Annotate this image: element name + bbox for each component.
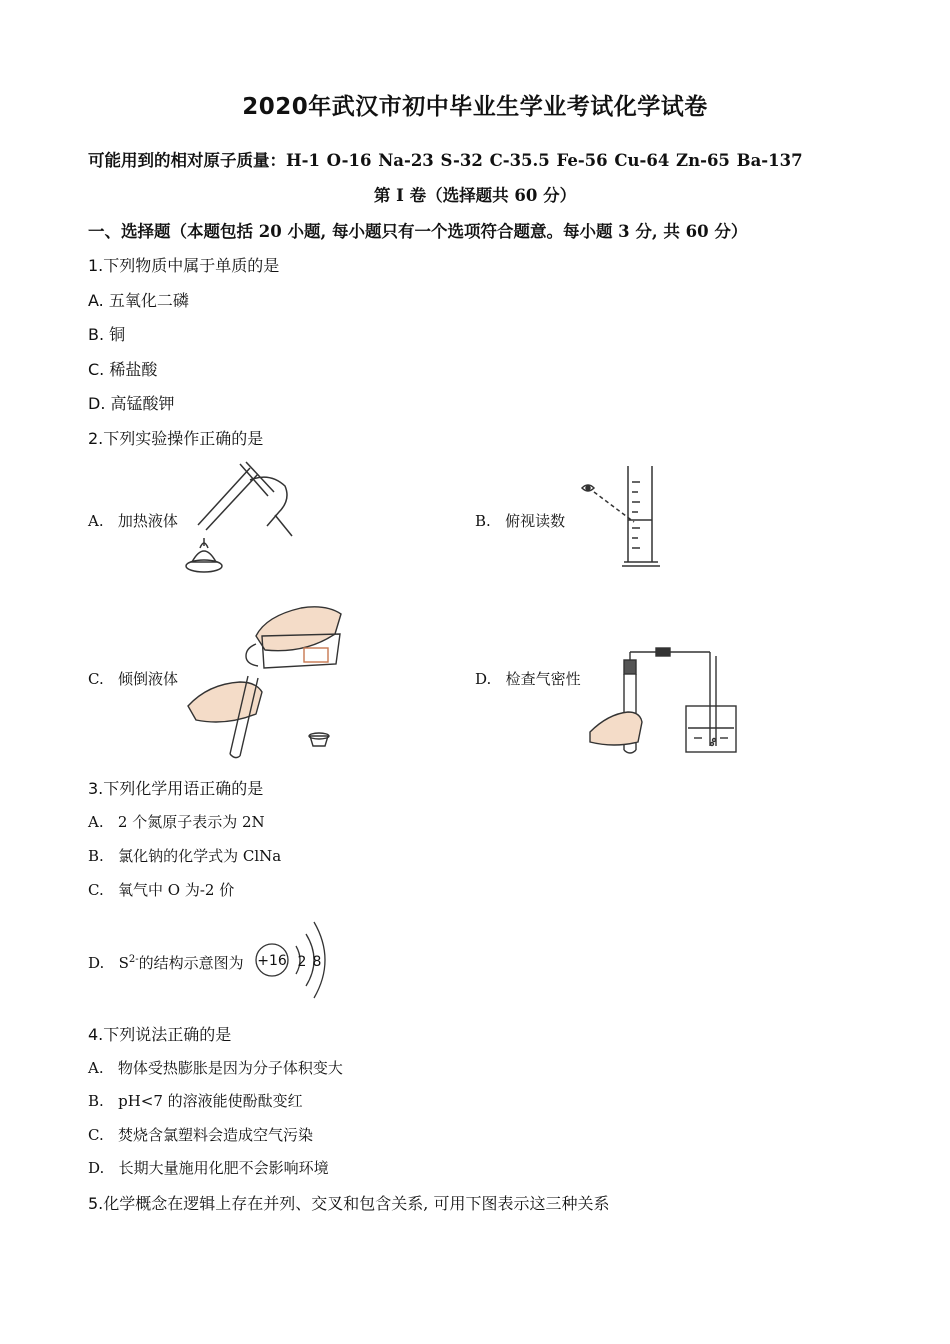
question-number: 5. <box>88 1194 104 1213</box>
q3-option-b[interactable] <box>88 845 281 866</box>
option-text: 五氧化二磷 <box>108 291 189 310</box>
option-letter: C. <box>88 881 104 899</box>
q1-option-d[interactable] <box>88 391 175 414</box>
question-number: 2. <box>88 429 104 448</box>
option-letter: D. <box>88 1159 105 1177</box>
option-text: 焚烧含氯塑料会造成空气污染 <box>118 1126 314 1144</box>
q2-option-c[interactable] <box>88 668 178 689</box>
sulfide-ion-structure-diagram <box>254 918 330 1002</box>
option-text: 俯视读数 <box>505 512 566 530</box>
option-text: pH<7 的溶液能使酚酞变红 <box>118 1092 303 1110</box>
q1-option-b[interactable] <box>88 322 125 345</box>
option-letter: C. <box>88 360 105 379</box>
q3-option-c[interactable] <box>88 879 234 900</box>
question-3-stem <box>88 776 263 799</box>
option-text: 铜 <box>109 325 126 344</box>
question-text: 下列化学用语正确的是 <box>103 779 264 798</box>
ion-charge: 2- <box>128 954 139 965</box>
section-title: 第 I 卷（选择题共 60 分） <box>373 186 577 205</box>
question-4-stem <box>88 1022 231 1045</box>
option-letter: B. <box>88 847 104 865</box>
shell-2-electrons: 8 <box>312 954 322 970</box>
q4-option-d[interactable] <box>88 1157 329 1178</box>
option-text: 高锰酸钾 <box>110 394 175 413</box>
option-text: 倾倒液体 <box>118 670 179 688</box>
option-text: 2 个氮原子表示为 2N <box>117 813 265 831</box>
exam-title: 2020年武汉市初中毕业生学业考试化学试卷 <box>242 94 708 120</box>
pouring-liquid-illustration <box>186 596 358 758</box>
option-letter: B. <box>88 325 105 344</box>
option-letter: C. <box>88 670 104 688</box>
nucleus-label: +16 <box>257 953 287 969</box>
question-text: 化学概念在逻辑上存在并列、交叉和包含关系, 可用下图表示这三种关系 <box>103 1194 610 1213</box>
question-number: 3. <box>88 779 104 798</box>
q3-option-a[interactable] <box>88 811 265 832</box>
option-letter: B. <box>475 512 491 530</box>
option-text: 氧气中 O 为-2 价 <box>118 881 235 899</box>
shell-1-electrons: 2 <box>297 954 307 970</box>
option-letter: A. <box>88 291 104 310</box>
q3-option-d[interactable] <box>88 952 244 973</box>
graduated-cylinder-illustration <box>572 462 662 570</box>
question-5-stem <box>88 1191 609 1214</box>
option-letter: A. <box>88 512 104 530</box>
q2-option-d[interactable] <box>475 668 581 689</box>
question-text: 下列实验操作正确的是 <box>103 429 264 448</box>
question-number: 4. <box>88 1025 104 1044</box>
q4-option-c[interactable] <box>88 1124 313 1145</box>
atomic-mass-line: 可能用到的相对原子质量：H-1 O-16 Na-23 S-32 C-35.5 Fe-56 Cu-64 Zn-65 Ba-137 <box>88 151 803 170</box>
q2-option-a[interactable] <box>88 510 178 531</box>
q1-option-c[interactable] <box>88 357 157 380</box>
option-letter: D. <box>88 394 106 413</box>
option-letter: D. <box>475 670 492 688</box>
q4-option-b[interactable] <box>88 1090 303 1111</box>
option-text: 稀盐酸 <box>109 360 158 379</box>
q1-option-a[interactable] <box>88 288 189 311</box>
option-letter: D. <box>88 954 105 972</box>
question-1-stem <box>88 253 279 276</box>
airtightness-check-illustration <box>590 646 740 758</box>
option-text: 加热液体 <box>117 512 178 530</box>
question-text: 下列物质中属于单质的是 <box>103 256 280 275</box>
q2-option-b[interactable] <box>475 510 565 531</box>
option-text: S <box>118 954 129 972</box>
option-letter: A. <box>88 1059 104 1077</box>
heating-liquid-illustration <box>180 460 305 578</box>
option-letter: B. <box>88 1092 104 1110</box>
part-heading: 一、选择题（本题包括 20 小题, 每小题只有一个选项符合题意。每小题 3 分, 共 60 分） <box>88 222 748 241</box>
option-text: 长期大量施用化肥不会影响环境 <box>118 1159 329 1177</box>
option-text: 物体受热膨胀是因为分子体积变大 <box>117 1059 343 1077</box>
option-text: 氯化钠的化学式为 ClNa <box>118 847 282 865</box>
question-text: 下列说法正确的是 <box>103 1025 232 1044</box>
question-2-stem <box>88 426 263 449</box>
option-text: 检查气密性 <box>505 670 581 688</box>
option-letter: A. <box>88 813 104 831</box>
q4-option-a[interactable] <box>88 1057 343 1078</box>
option-letter: C. <box>88 1126 104 1144</box>
option-text: 的结构示意图为 <box>138 954 244 972</box>
question-number: 1. <box>88 256 104 275</box>
